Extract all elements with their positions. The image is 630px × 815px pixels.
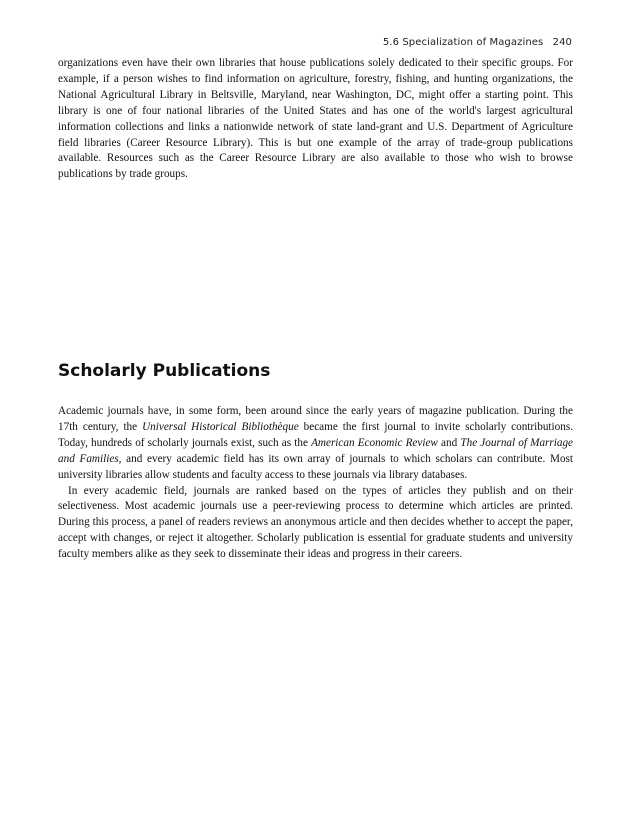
italic-title: The Journal of Marriage and Families	[58, 436, 574, 465]
running-header-section: 5.6 Specialization of Magazines	[382, 37, 544, 48]
italic-title: Universal Historical Bibliothèque	[142, 420, 299, 433]
text-block-scholarly	[58, 404, 573, 563]
italic-title: American Economic Review	[311, 436, 438, 449]
paragraph-journal-ranking: In every academic field, journals are ranked based on the types of articles they publish and on their selectiveness. Most academic journals use a peer-reviewing process to determine which articles are printed. During this process, a panel of readers reviews an anonymous article and then decides whether to accept the paper, accept with changes, or reject it altogether. Scholarly publication is essential for graduate students and university faculty members alike as they seek to disseminate their ideas and progress in their careers.	[58, 484, 573, 561]
paragraph-text: and	[437, 436, 461, 449]
text-block-intro	[58, 56, 573, 183]
paragraph-trade-libraries: organizations even have their own libraries that house publications solely dedicated to their specific groups. For example, if a person wishes to find information on agriculture, forestry, fishing, and hunting organizations, the National Agricultural Library in Beltsville, Maryland, near Washington, DC, might offer a starting point. This library is one of four national libraries of the United States and has one of the world's largest agricultural information collections and links a nationwide network of state land-grant and U.S. Department of Agriculture field libraries (Career Resource Library). This is but one example of the array of trade-group publications available. Resources such as the Career Resource Library are also available to those who wish to browse publications by trade groups.	[58, 57, 573, 181]
paragraph-text: Academic journals have, in some form, been around since the early years of magazine publication. During the 17th century, the	[58, 405, 573, 433]
paragraph-text: became the first journal to invite scholarly contributions. Today, hundreds of scholarly journals exist, such as the	[58, 420, 573, 449]
section-heading: Scholarly Publications	[58, 361, 271, 381]
running-header	[383, 37, 572, 48]
page-number: 240	[552, 37, 572, 48]
paragraph-academic-journals	[58, 404, 573, 484]
paragraph-text: , and every academic field has its own array of journals to which scholars can contribute. Most university libraries allow students and faculty access to these journals via library databases.	[58, 452, 574, 481]
